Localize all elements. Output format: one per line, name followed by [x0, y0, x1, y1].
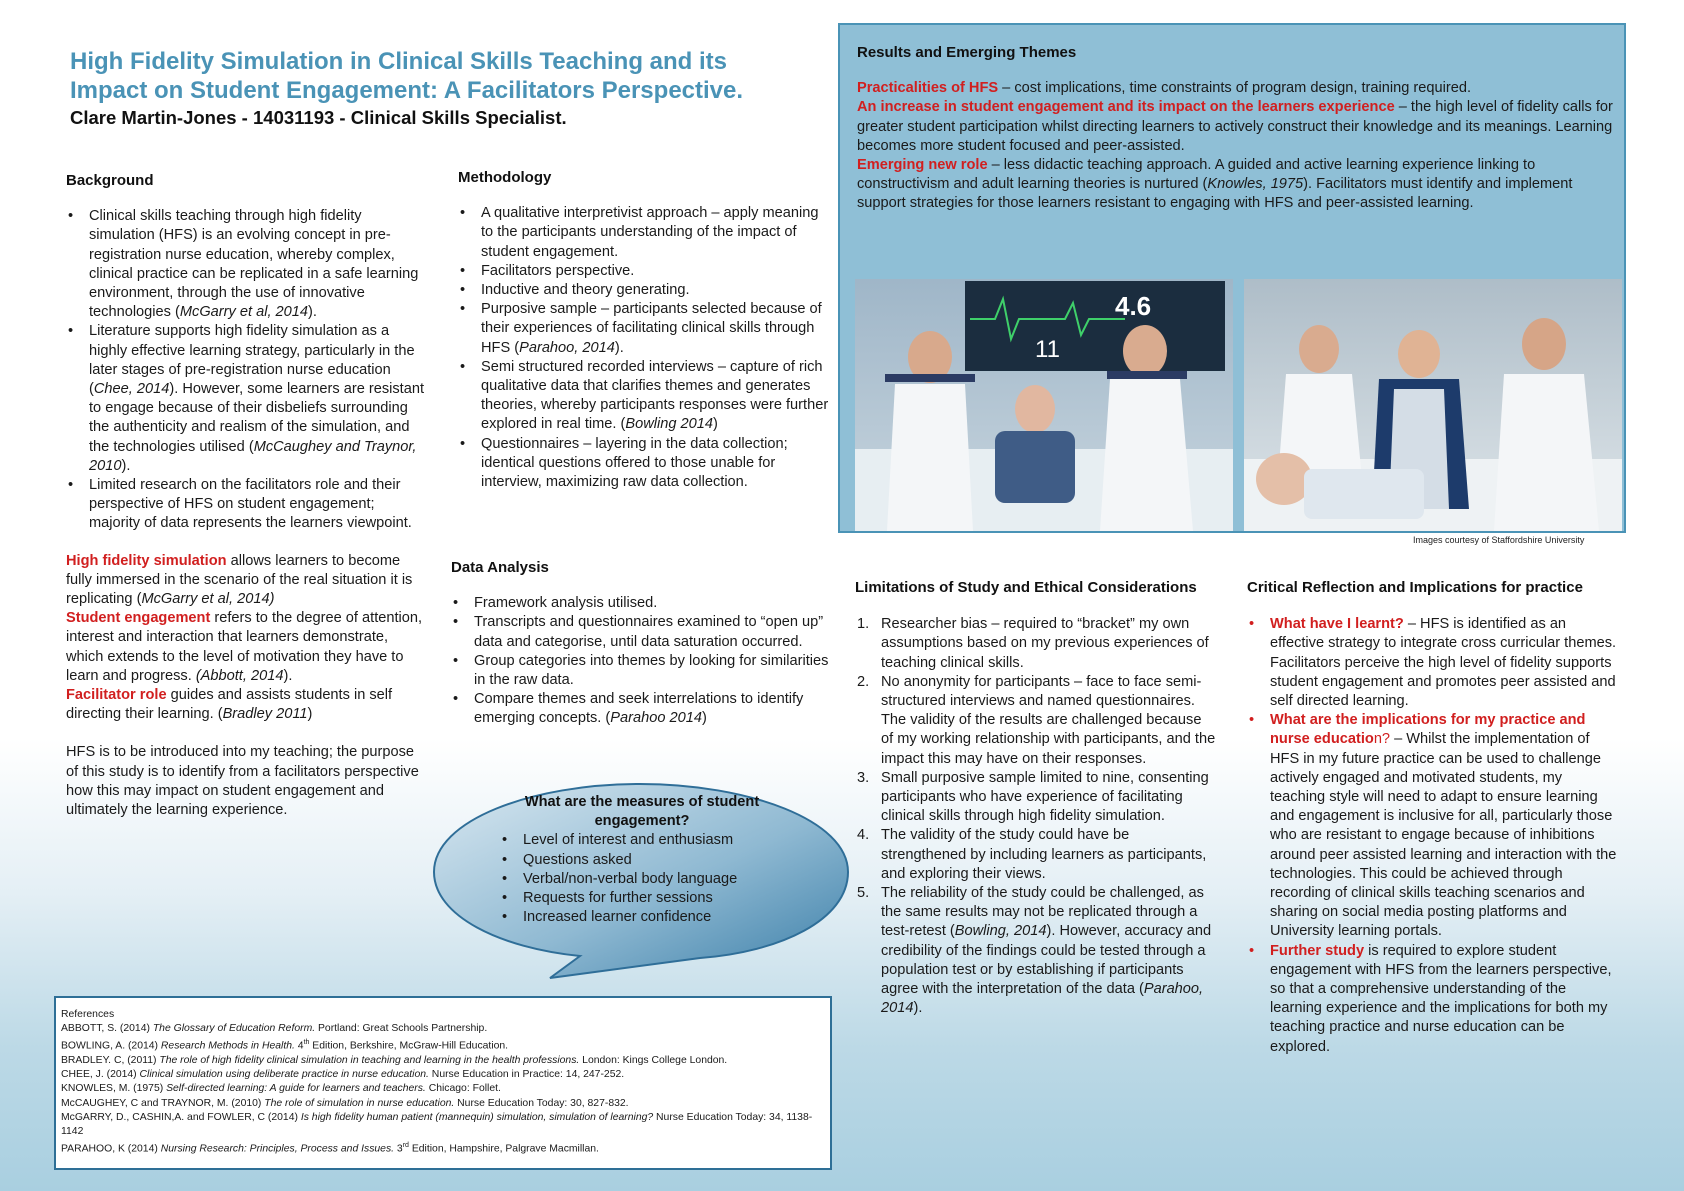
reference-item: CHEE, J. (2014) Clinical simulation using deliberate practice in nurse education. Nurse Education in Practice: 14, 247-252. — [61, 1069, 625, 1081]
definitions-paragraph: High fidelity simulation allows learners to become fully immersed in the scenario of the real situation it is replicating (McGarry et al, 2014) Student engagement refers to the degree of attention, interest and interaction that learners demonstrate, which extends to the level of motivation they have to learn and progress. (Abbott, 2014). Facilitator role guides and assists students in self directing their learning. (Bradley 2011) — [66, 552, 423, 723]
reference-item: KNOWLES, M. (1975) Self-directed learning: A guide for learners and teachers. Chicago: Follet. — [61, 1083, 501, 1095]
results-title: Results and Emerging Themes — [857, 44, 1077, 61]
list-item: • Level of interest and enthusiasm — [500, 831, 792, 850]
reference-item: McGARRY, D., CASHIN,A. and FOWLER, C (2014) Is high fidelity human patient (mannequin) simulation, simulation of learning? Nurse Education Today: 34, 1138-1142 — [61, 1111, 813, 1138]
limitations-title: Limitations of Study and Ethical Considerations — [855, 579, 1197, 596]
poster-header — [70, 47, 830, 129]
limitations-section — [855, 578, 1217, 1018]
references-box — [54, 996, 832, 1170]
background-bullets — [66, 207, 428, 533]
list-item: • Clinical skills teaching through high fidelity simulation (HFS) is an evolving concept in pre-registration nurse education, whereby complex, clinical practice can be replicated in a safe learning environment, through the use of innovative technologies (McGarry et al, 2014). — [66, 207, 428, 322]
background-title: Background — [66, 172, 154, 189]
list-item: • Group categories into themes by looking for similarities in the raw data. — [451, 652, 831, 690]
list-item: • Requests for further sessions — [500, 889, 792, 908]
author-line: Clare Martin-Jones - 14031193 - Clinical Skills Specialist. — [70, 107, 567, 128]
results-text — [857, 43, 1617, 214]
list-item: • Semi structured recorded interviews – capture of rich qualitative data that clarifies themes and generates theories, whereby participants responses were further explored in real time. (Bowling 2014) — [458, 358, 834, 435]
reference-item: BRADLEY. C, (2011) The role of high fidelity clinical simulation in teaching and learning in the health professions. London: Kings College London. — [61, 1055, 728, 1067]
methodology-section — [458, 168, 834, 492]
list-item: • Facilitators perspective. — [458, 262, 834, 281]
reference-item: PARAHOO, K (2014) Nursing Research: Principles, Process and Issues. 3rd Edition, Hampshire, Palgrave Macmillan. — [61, 1142, 599, 1155]
monitor-screen — [965, 281, 1225, 371]
reflection-section — [1247, 578, 1617, 1057]
list-item: 4. The validity of the study could have be strengthened by including learners as participants, and exploring their views. — [857, 827, 1207, 882]
list-item: • Literature supports high fidelity simulation as a highly effective learning strategy, particularly in the later stages of pre-registration nurse education (Chee, 2014). However, some learners are resistant to engage because of their disbeliefs surrounding the authenticity and realism of the simulation, and the technologies utilised (McCaughey and Traynor, 2010). — [66, 322, 428, 476]
title-line-1: High Fidelity Simulation in Clinical Skills Teaching and its — [70, 48, 727, 75]
list-item: 1. Researcher bias – required to “bracket” my own assumptions based on my previous experiences of teaching clinical skills. — [857, 616, 1209, 671]
reference-item: BOWLING, A. (2014) Research Methods in Health. 4th Edition, Berkshire, McGraw-Hill Education. — [61, 1039, 509, 1052]
list-item: • Questionnaires – layering in the data collection; identical questions offered to those unable for interview, maximizing raw data collection. — [458, 435, 834, 493]
se-term: Student engagement — [66, 610, 211, 627]
analysis-bullets — [451, 594, 831, 728]
measures-title: What are the measures of student engagement? — [524, 794, 760, 830]
reflection-bullets — [1247, 615, 1617, 1057]
methodology-title: Methodology — [458, 169, 552, 186]
list-item: • Increased learner confidence — [500, 908, 792, 927]
list-item: 2. No anonymity for participants – face to face semi-structured interviews and named questionnaires. The validity of the results are challenged because of my working relationship with participants, and the impact this may have on their responses. — [857, 673, 1216, 767]
simulation-photo-2 — [1244, 279, 1622, 531]
poster-title — [70, 47, 830, 105]
title-line-2: Impact on Student Engagement: A Facilitators Perspective. — [70, 77, 744, 104]
fr-term: Facilitator role — [66, 687, 167, 704]
list-item: • Verbal/non-verbal body language — [500, 870, 792, 889]
list-item: • Transcripts and questionnaires examined to “open up” data and categorise, until data saturation occurred. — [451, 613, 831, 651]
list-item: 5. The reliability of the study could be challenged, as the same results may not be replicated through a test-retest (Bowling, 2014). However, accuracy and credibility of the findings could be tested through a population test or by establishing if participants agree with the interpretation of the data (Parahoo, 2014). — [857, 885, 1212, 1017]
hfs-term: High fidelity simulation — [66, 552, 227, 569]
list-item: • A qualitative interpretivist approach – apply meaning to the participants understanding of the impact of student engagement. — [458, 204, 834, 262]
list-item: • Inductive and theory generating. — [458, 281, 834, 300]
list-item: • Further study is required to explore student engagement with HFS from the learners perspective, so that a comprehensive understanding of the learning experience and the implications for both my teaching practice and nurse education can be explored. — [1247, 942, 1617, 1057]
engagement-term: An increase in student engagement and its impact on the learners experience — [857, 99, 1395, 116]
closing-paragraph: HFS is to be introduced into my teaching; the purpose of this study is to identify from a facilitators perspective how this may impact on student engagement and ultimately the learning experience. — [66, 744, 419, 819]
measures-box — [492, 793, 792, 927]
list-item: • Questions asked — [500, 851, 792, 870]
references-title: References — [61, 1009, 115, 1020]
analysis-title: Data Analysis — [451, 559, 549, 576]
list-item: • What are the implications for my practice and nurse education? – Whilst the implementation of HFS in my future practice can be used to challenge actively engaged and motivated students, my teaching style will need to adapt to ensure learning and engagement is inclusive for all, particularly those who are resistant to engage because of inhibitions around peer assisted learning and interaction with the technologies. This could be achieved through recording of clinical skills teaching scenarios and sharing on social media posting platforms and University learning portals. — [1247, 711, 1617, 941]
list-item: • What have I learnt? – HFS is identified as an effective strategy to integrate cross curricular themes. Facilitators perceive the high level of fidelity supports student engagement and promotes peer assisted and self directed learning. — [1247, 615, 1617, 711]
measures-list — [500, 831, 792, 927]
image-credit: Images courtesy of Staffordshire University — [1413, 535, 1585, 545]
results-paragraph: Practicalities of HFS – cost implications, time constraints of program design, training required. An increase in student engagement and its impact on the learners experience – the high level of fidelity calls for greater student participation whilst directing learners to actively construct their knowledge and its meanings. Learning becomes more student focused and peer-assisted. Emerging new role – less didactic teaching approach. A guided and active learning experience linking to constructivism and adult learning theories is nurtured (Knowles, 1975). Facilitators must identify and implement support strategies for those learners resistant to engaging with HFS and peer-assisted learning. — [857, 80, 1613, 212]
reference-item: ABBOTT, S. (2014) The Glossary of Education Reform. Portland: Great Schools Partnership. — [61, 1023, 488, 1035]
list-item: • Purposive sample – participants selected because of their experiences of facilitating clinical skills through HFS (Parahoo, 2014). — [458, 300, 834, 358]
new-role-term: Emerging new role — [857, 157, 988, 174]
list-item: • Framework analysis utilised. — [451, 594, 831, 613]
list-item: • Compare themes and seek interrelations to identify emerging concepts. (Parahoo 2014) — [451, 690, 831, 728]
reference-item: McCAUGHEY, C and TRAYNOR, M. (2010) The role of simulation in nurse education. Nurse Education Today: 30, 827-832. — [61, 1097, 629, 1109]
reflection-title: Critical Reflection and Implications for practice — [1247, 579, 1583, 596]
simulation-photo-1 — [855, 279, 1233, 531]
monitor-value-large: 4.6 — [1115, 291, 1152, 321]
limitations-list — [855, 615, 1217, 1018]
analysis-section — [451, 558, 831, 729]
background-section — [66, 171, 428, 820]
list-item: 3. Small purposive sample limited to nine, consenting participants who have experience of facilitating clinical skills through high fidelity simulation. — [857, 769, 1209, 825]
results-box — [838, 23, 1626, 533]
practicalities-term: Practicalities of HFS — [857, 80, 999, 97]
methodology-bullets — [458, 204, 834, 492]
list-item: • Limited research on the facilitators role and their perspective of HFS on student engagement; majority of data represents the learners viewpoint. — [66, 476, 428, 534]
monitor-value-small: 11 — [1035, 336, 1060, 363]
